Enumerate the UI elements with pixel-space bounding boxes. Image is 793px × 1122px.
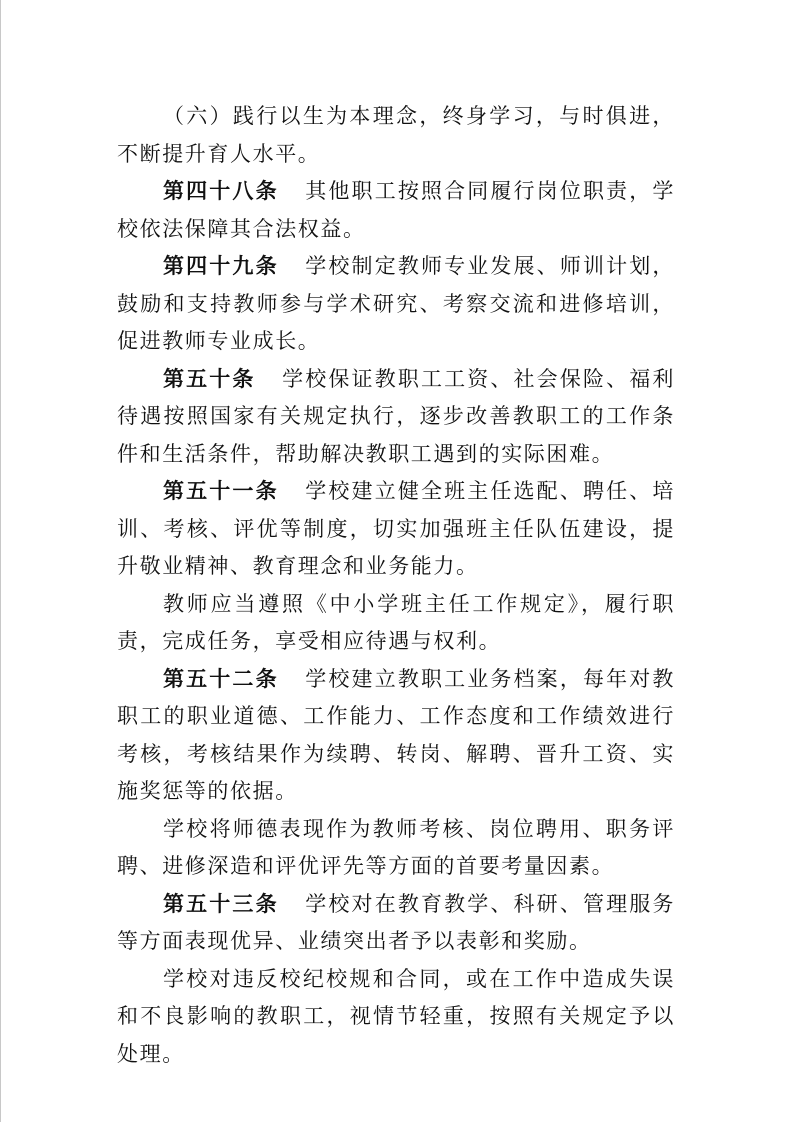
paragraph-8 (117, 811, 675, 886)
paragraph-text: 其他职工按照合同履行岗位职责，学校依法保障其合法权益。 (117, 179, 675, 241)
article-50 (117, 361, 675, 474)
paragraph-text: 学校制定教师专业发展、师训计划，鼓励和支持教师参与学术研究、考察交流和进修培训，促进教师专业成长。 (117, 254, 675, 353)
paragraph-text: 学校保证教职工工资、社会保险、福利待遇按照国家有关规定执行，逐步改善教职工的工作条件和生活条件，帮助解决教职工遇到的实际困难。 (117, 366, 675, 466)
article-number: 第五十一条 (163, 479, 279, 503)
article-48 (117, 173, 675, 248)
document-body (117, 98, 675, 1073)
paragraph-1 (117, 98, 675, 173)
page-left-border (0, 0, 1, 1122)
paragraph-text: 学校对违反校纪校规和合同，或在工作中造成失误和不良影响的教职工，视情节轻重，按照有关规定予以处理。 (117, 966, 675, 1066)
article-number: 第四十八条 (163, 179, 279, 203)
article-number: 第五十三条 (163, 891, 279, 916)
article-49 (117, 248, 675, 361)
paragraph-10 (117, 961, 675, 1074)
paragraph-text: 学校建立教职工业务档案，每年对教职工的职业道德、工作能力、工作态度和工作绩效进行考核，考核结果作为续聘、转岗、解聘、晋升工资、实施奖惩等的依据。 (117, 666, 675, 803)
paragraph-6 (117, 586, 675, 661)
article-number: 第四十九条 (163, 254, 279, 278)
paragraph-text: 学校建立健全班主任选配、聘任、培训、考核、评优等制度，切实加强班主任队伍建设，提升敬业精神、教育理念和业务能力。 (117, 479, 675, 578)
article-number: 第五十二条 (163, 666, 279, 691)
paragraph-text: （六）践行以生为本理念，终身学习，与时俱进，不断提升育人水平。 (117, 104, 675, 166)
article-51 (117, 473, 675, 586)
paragraph-text: 学校对在教育教学、科研、管理服务等方面表现优异、业绩突出者予以表彰和奖励。 (117, 891, 675, 953)
paragraph-text: 教师应当遵照《中小学班主任工作规定》，履行职责，完成任务，享受相应待遇与权利。 (117, 591, 675, 653)
paragraph-text: 学校将师德表现作为教师考核、岗位聘用、职务评聘、进修深造和评优评先等方面的首要考量因素。 (117, 816, 675, 878)
article-number: 第五十条 (163, 366, 256, 391)
article-52 (117, 661, 675, 811)
article-53 (117, 886, 675, 961)
